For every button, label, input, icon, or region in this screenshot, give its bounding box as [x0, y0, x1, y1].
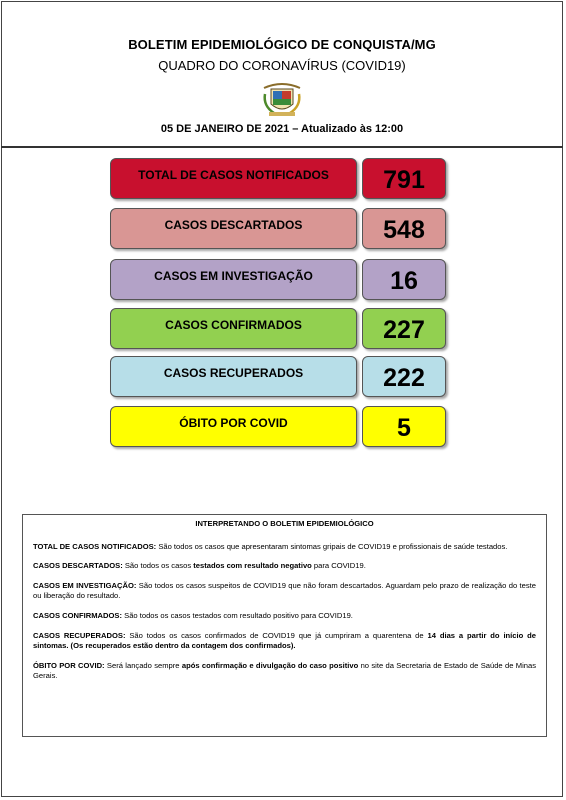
- stat-value-box: 5: [362, 406, 446, 447]
- stat-row-descartados: [110, 208, 445, 249]
- interpretation-title: INTERPRETANDO O BOLETIM EPIDEMIOLÓGICO: [195, 519, 374, 528]
- definition-descartados: CASOS DESCARTADOS: São todos os casos testados com resultado negativo para COVID19.: [33, 561, 366, 571]
- page-title: BOLETIM EPIDEMIOLÓGICO DE CONQUISTA/MG: [128, 37, 436, 52]
- definition-notificados: TOTAL DE CASOS NOTIFICADOS: São todos os casos que apresentaram sintomas gripais de COVID19 e profissionais de saúde testados.: [33, 541, 508, 551]
- stat-row-obito: [110, 406, 445, 447]
- city-crest-icon: [260, 80, 304, 118]
- stat-label: CASOS DESCARTADOS: [164, 218, 303, 232]
- definition-recuperados: CASOS RECUPERADOS: São todos os casos confirmados de COVID19 que já cumpriram a quarentena de 14 dias a partir do início de sintomas. (Os recuperados estão dentro da contagem dos confirmados).: [33, 630, 537, 651]
- interpretation-box: [22, 514, 547, 737]
- stat-row-investigacao: [110, 259, 445, 300]
- stat-label: ÓBITO POR COVID: [179, 416, 288, 430]
- definition-investigacao: CASOS EM INVESTIGAÇÃO: São todos os casos suspeitos de COVID19 que não foram descartados. Aguardam pelo prazo de realização do teste ou liberação do resultado.: [33, 580, 536, 601]
- stat-row-confirmados: [110, 308, 445, 349]
- stat-row-notificados: [110, 158, 445, 199]
- stat-value-box: 222: [362, 356, 446, 397]
- bulletin-date: 05 DE JANEIRO DE 2021 – Atualizado às 12:00: [160, 123, 404, 135]
- stat-label: CASOS CONFIRMADOS: [165, 318, 302, 332]
- page-subtitle: QUADRO DO CORONAVÍRUS (COVID19): [158, 58, 406, 73]
- definition-obito: ÓBITO POR COVID: Será lançado sempre após confirmação e divulgação do caso positivo no site da Secretaria de Estado de Saúde de Minas Gerais.: [33, 660, 537, 681]
- stat-value-box: 548: [362, 208, 446, 249]
- stat-label-box: [110, 158, 357, 199]
- stat-label: CASOS RECUPERADOS: [163, 366, 304, 380]
- stat-value-box: 791: [362, 158, 446, 199]
- definition-confirmados: CASOS CONFIRMADOS: São todos os casos testados com resultado positivo para COVID19.: [33, 610, 353, 620]
- header: [1, 1, 563, 148]
- stat-label-box: [110, 259, 357, 300]
- stat-label: TOTAL DE CASOS NOTIFICADOS: [138, 168, 329, 182]
- stat-label-box: [110, 308, 357, 349]
- stat-value-box: 227: [362, 308, 446, 349]
- stat-label-box: [110, 356, 357, 397]
- stat-label-box: [110, 406, 357, 447]
- stat-label: CASOS EM INVESTIGAÇÃO: [154, 269, 313, 283]
- stat-value-box: 16: [362, 259, 446, 300]
- stat-row-recuperados: [110, 356, 445, 397]
- stat-label-box: [110, 208, 357, 249]
